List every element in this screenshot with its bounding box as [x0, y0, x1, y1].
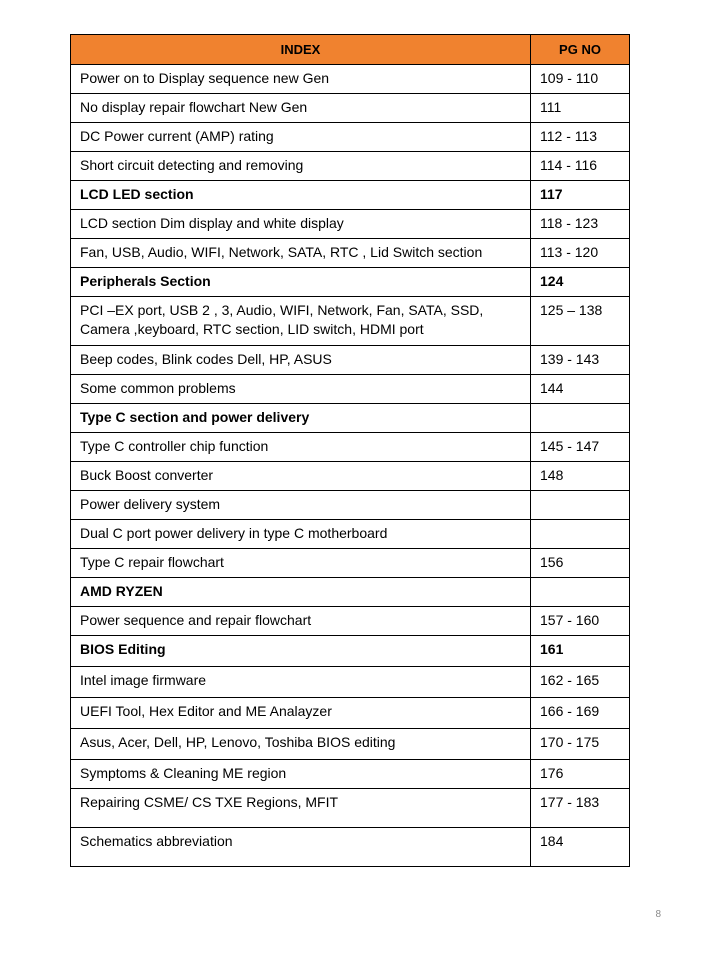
- page-cell: 145 - 147: [531, 433, 630, 462]
- page-cell: 170 - 175: [531, 729, 630, 760]
- table-row-section: [71, 404, 630, 433]
- table-row-section: [71, 181, 630, 210]
- topic-cell: BIOS Editing: [71, 636, 531, 667]
- table-row: [71, 123, 630, 152]
- topic-cell: LCD section Dim display and white display: [71, 210, 531, 239]
- topic-cell: Repairing CSME/ CS TXE Regions, MFIT: [71, 789, 531, 828]
- topic-cell: UEFI Tool, Hex Editor and ME Analayzer: [71, 698, 531, 729]
- page-cell: 184: [531, 828, 630, 867]
- table-row: [71, 607, 630, 636]
- table-row: [71, 65, 630, 94]
- page-cell: 118 - 123: [531, 210, 630, 239]
- topic-cell: Buck Boost converter: [71, 462, 531, 491]
- table-row-section: [71, 578, 630, 607]
- table-row: [71, 520, 630, 549]
- topic-cell: DC Power current (AMP) rating: [71, 123, 531, 152]
- topic-cell: Beep codes, Blink codes Dell, HP, ASUS: [71, 346, 531, 375]
- page-cell: 113 - 120: [531, 239, 630, 268]
- topic-cell: Some common problems: [71, 375, 531, 404]
- table-row: [71, 346, 630, 375]
- table-row: [71, 667, 630, 698]
- topic-cell: LCD LED section: [71, 181, 531, 210]
- page-cell: 125 – 138: [531, 297, 630, 346]
- page-cell: 176: [531, 760, 630, 789]
- index-table: [70, 34, 630, 867]
- table-row: [71, 375, 630, 404]
- table-row: [71, 210, 630, 239]
- page-cell: 112 - 113: [531, 123, 630, 152]
- page-cell: 157 - 160: [531, 607, 630, 636]
- table-row: [71, 462, 630, 491]
- page-cell: 148: [531, 462, 630, 491]
- table-row: [71, 297, 630, 346]
- table-row: [71, 828, 630, 867]
- table-row: [71, 729, 630, 760]
- topic-cell: Type C controller chip function: [71, 433, 531, 462]
- topic-cell: AMD RYZEN: [71, 578, 531, 607]
- topic-cell: Power on to Display sequence new Gen: [71, 65, 531, 94]
- table-row: [71, 94, 630, 123]
- table-row: [71, 549, 630, 578]
- table-row: [71, 239, 630, 268]
- table-row-section: [71, 636, 630, 667]
- topic-cell: Power sequence and repair flowchart: [71, 607, 531, 636]
- page-cell: 111: [531, 94, 630, 123]
- page-cell: 177 - 183: [531, 789, 630, 828]
- page-cell: 161: [531, 636, 630, 667]
- table-header-row: [71, 35, 630, 65]
- topic-cell: Type C section and power delivery: [71, 404, 531, 433]
- page-cell: [531, 520, 630, 549]
- topic-cell: Short circuit detecting and removing: [71, 152, 531, 181]
- table-row: [71, 789, 630, 828]
- topic-cell: No display repair flowchart New Gen: [71, 94, 531, 123]
- header-page-number: PG NO: [531, 35, 630, 65]
- topic-cell: Peripherals Section: [71, 268, 531, 297]
- page-number: 8: [655, 909, 661, 920]
- page-cell: 117: [531, 181, 630, 210]
- page-cell: 144: [531, 375, 630, 404]
- table-row-section: [71, 268, 630, 297]
- table-row: [71, 152, 630, 181]
- page-cell: 114 - 116: [531, 152, 630, 181]
- topic-cell: Fan, USB, Audio, WIFI, Network, SATA, RTC , Lid Switch section: [71, 239, 531, 268]
- page-cell: 139 - 143: [531, 346, 630, 375]
- topic-cell: Symptoms & Cleaning ME region: [71, 760, 531, 789]
- page-cell: [531, 404, 630, 433]
- topic-cell: Power delivery system: [71, 491, 531, 520]
- topic-cell: PCI –EX port, USB 2 , 3, Audio, WIFI, Network, Fan, SATA, SSD, Camera ,keyboard, RTC section, LID switch, HDMI port: [71, 297, 531, 346]
- table-row: [71, 760, 630, 789]
- page-cell: 124: [531, 268, 630, 297]
- topic-cell: Intel image firmware: [71, 667, 531, 698]
- page-cell: [531, 578, 630, 607]
- page-cell: [531, 491, 630, 520]
- page-cell: 166 - 169: [531, 698, 630, 729]
- topic-cell: Schematics abbreviation: [71, 828, 531, 867]
- page-cell: 109 - 110: [531, 65, 630, 94]
- topic-cell: Type C repair flowchart: [71, 549, 531, 578]
- topic-cell: Asus, Acer, Dell, HP, Lenovo, Toshiba BIOS editing: [71, 729, 531, 760]
- table-row: [71, 491, 630, 520]
- table-row: [71, 698, 630, 729]
- header-index: INDEX: [71, 35, 531, 65]
- page-cell: 162 - 165: [531, 667, 630, 698]
- page-cell: 156: [531, 549, 630, 578]
- table-row: [71, 433, 630, 462]
- topic-cell: Dual C port power delivery in type C motherboard: [71, 520, 531, 549]
